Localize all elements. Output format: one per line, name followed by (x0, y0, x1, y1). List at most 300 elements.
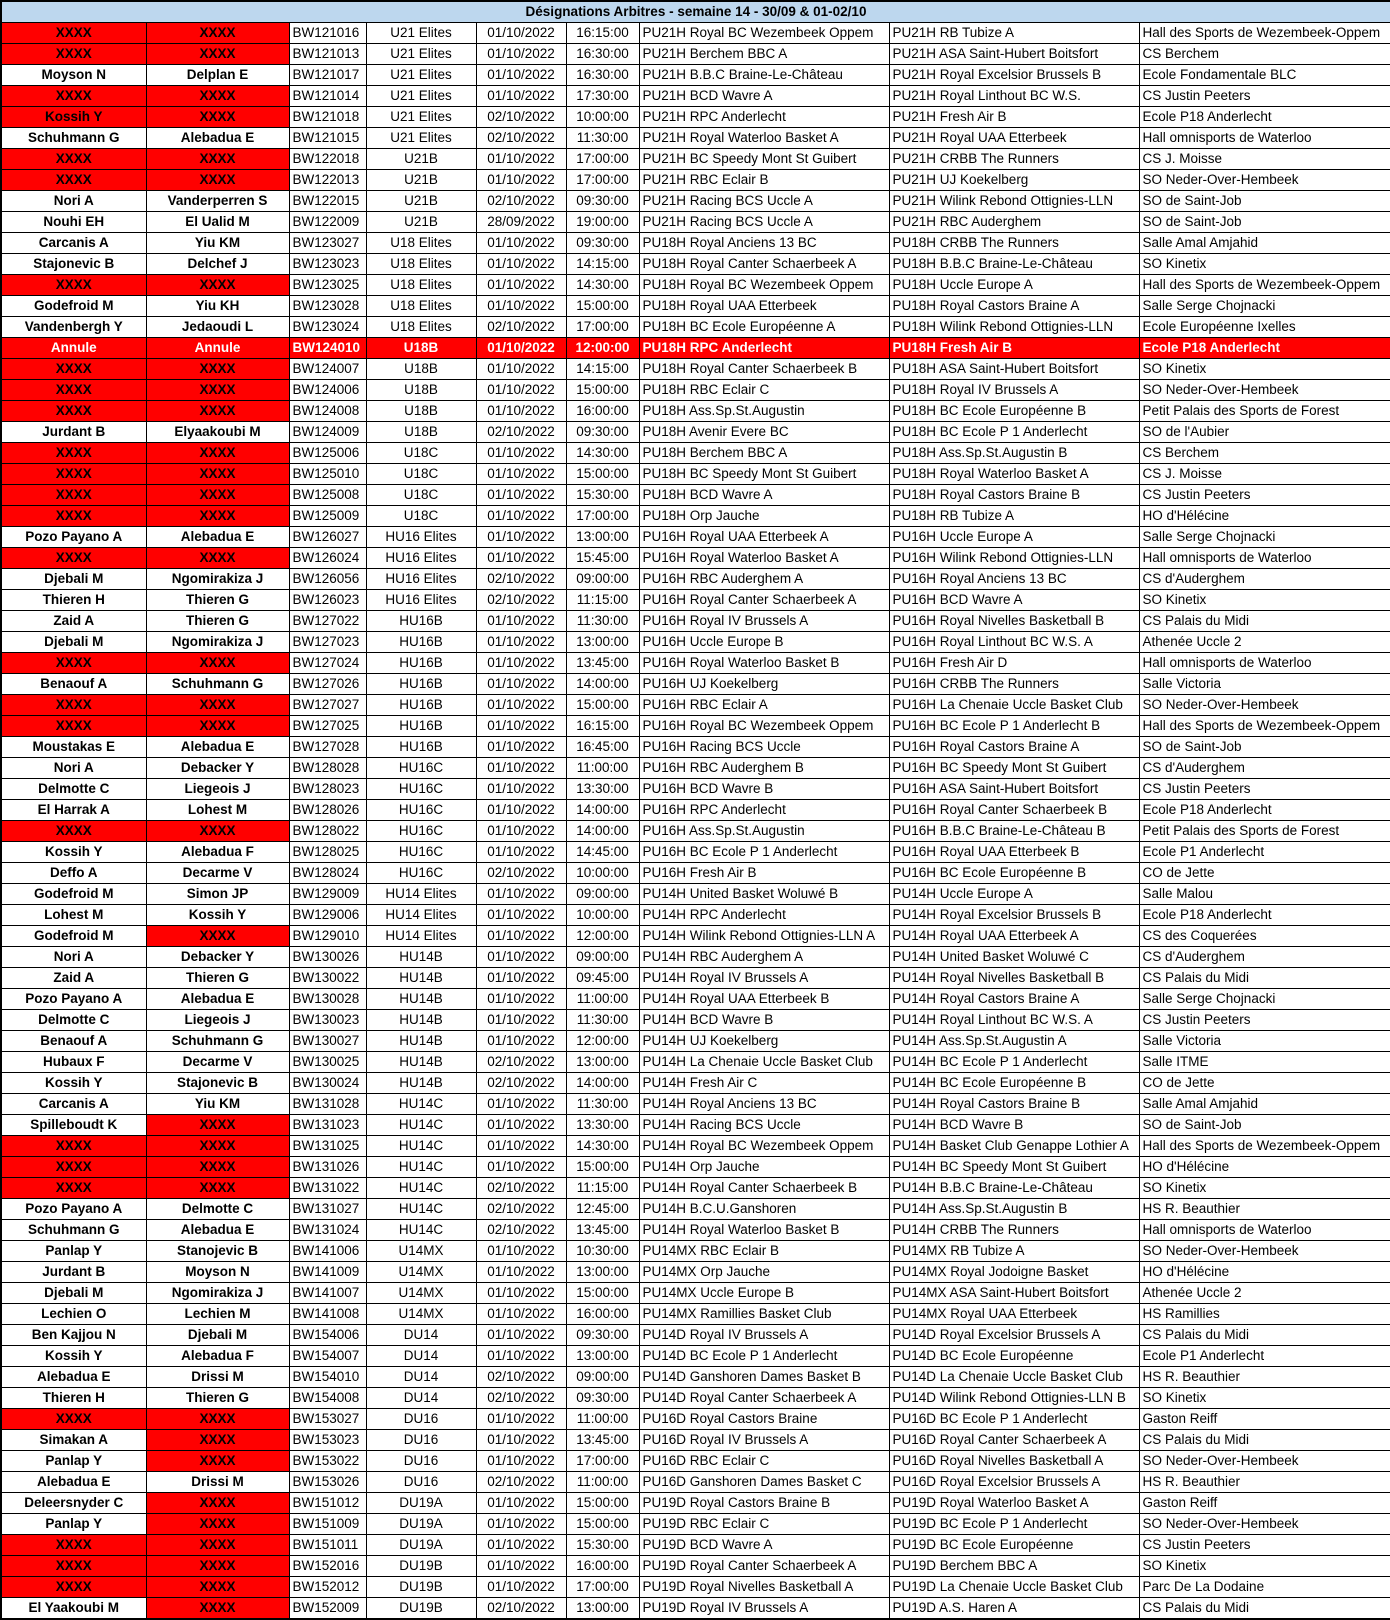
cell-referee2: Alebadua E (146, 989, 289, 1010)
cell-away-team: PU14D La Chenaie Uccle Basket Club (889, 1367, 1139, 1388)
cell-date: 01/10/2022 (476, 1535, 566, 1556)
cell-home-team: PU18H Royal UAA Etterbeek (639, 296, 889, 317)
cell-referee1: XXXX (1, 1556, 146, 1577)
cell-referee1: Thieren H (1, 590, 146, 611)
cell-home-team: PU14H United Basket Woluwé B (639, 884, 889, 905)
cell-match-code: BW131025 (289, 1136, 366, 1157)
cell-time: 13:00:00 (566, 1598, 639, 1620)
cell-away-team: PU14H Royal Linthout BC W.S. A (889, 1010, 1139, 1031)
cell-home-team: PU14D Royal Canter Schaerbeek A (639, 1388, 889, 1409)
cell-date: 01/10/2022 (476, 800, 566, 821)
table-row (1, 1556, 1390, 1577)
cell-time: 17:00:00 (566, 170, 639, 191)
cell-venue: Salle Serge Chojnacki (1139, 989, 1390, 1010)
cell-category: DU14 (366, 1325, 476, 1346)
cell-date: 01/10/2022 (476, 1556, 566, 1577)
cell-referee1: XXXX (1, 506, 146, 527)
table-row (1, 989, 1390, 1010)
cell-match-code: BW121016 (289, 23, 366, 44)
cell-away-team: PU21H RB Tubize A (889, 23, 1139, 44)
cell-venue: Salle Amal Amjahid (1139, 233, 1390, 254)
cell-referee2: XXXX (146, 1136, 289, 1157)
cell-away-team: PU18H Royal Waterloo Basket A (889, 464, 1139, 485)
cell-date: 01/10/2022 (476, 1430, 566, 1451)
cell-referee2: Debacker Y (146, 758, 289, 779)
cell-referee1: Moyson N (1, 65, 146, 86)
cell-venue: Hall des Sports de Wezembeek-Oppem (1139, 275, 1390, 296)
cell-match-code: BW128026 (289, 800, 366, 821)
cell-referee1: Djebali M (1, 569, 146, 590)
cell-time: 15:00:00 (566, 1283, 639, 1304)
table-row (1, 317, 1390, 338)
cell-venue: CS d'Auderghem (1139, 947, 1390, 968)
cell-time: 13:00:00 (566, 1346, 639, 1367)
cell-home-team: PU14H Royal IV Brussels A (639, 968, 889, 989)
cell-away-team: PU18H BC Ecole Européenne B (889, 401, 1139, 422)
table-row (1, 1073, 1390, 1094)
table-row (1, 716, 1390, 737)
cell-away-team: PU21H UJ Koekelberg (889, 170, 1139, 191)
cell-category: DU16 (366, 1472, 476, 1493)
table-row (1, 1430, 1390, 1451)
cell-referee2: Alebadua E (146, 1220, 289, 1241)
cell-home-team: PU14H Fresh Air C (639, 1073, 889, 1094)
cell-venue: CS d'Auderghem (1139, 758, 1390, 779)
cell-time: 09:00:00 (566, 947, 639, 968)
cell-referee1: XXXX (1, 359, 146, 380)
table-row (1, 212, 1390, 233)
cell-match-code: BW130026 (289, 947, 366, 968)
cell-date: 01/10/2022 (476, 401, 566, 422)
cell-away-team: PU21H Wilink Rebond Ottignies-LLN (889, 191, 1139, 212)
cell-home-team: PU14D Royal IV Brussels A (639, 1325, 889, 1346)
cell-referee2: XXXX (146, 44, 289, 65)
table-row (1, 1052, 1390, 1073)
cell-match-code: BW126027 (289, 527, 366, 548)
table-row (1, 107, 1390, 128)
cell-referee2: Simon JP (146, 884, 289, 905)
cell-time: 09:30:00 (566, 191, 639, 212)
cell-away-team: PU16H Royal Anciens 13 BC (889, 569, 1139, 590)
cell-venue: SO de l'Aubier (1139, 422, 1390, 443)
table-row (1, 1199, 1390, 1220)
cell-referee1: XXXX (1, 695, 146, 716)
cell-home-team: PU16H RBC Eclair A (639, 695, 889, 716)
cell-home-team: PU21H BCD Wavre A (639, 86, 889, 107)
cell-referee1: Panlap Y (1, 1451, 146, 1472)
cell-referee2: XXXX (146, 1430, 289, 1451)
cell-category: U21 Elites (366, 107, 476, 128)
cell-home-team: PU18H RPC Anderlecht (639, 338, 889, 359)
cell-match-code: BW130022 (289, 968, 366, 989)
cell-date: 28/09/2022 (476, 212, 566, 233)
cell-time: 14:30:00 (566, 443, 639, 464)
cell-venue: SO de Saint-Job (1139, 1115, 1390, 1136)
table-row (1, 506, 1390, 527)
cell-venue: CO de Jette (1139, 863, 1390, 884)
cell-venue: Hall omnisports de Waterloo (1139, 1220, 1390, 1241)
cell-match-code: BW130025 (289, 1052, 366, 1073)
cell-date: 01/10/2022 (476, 443, 566, 464)
cell-date: 01/10/2022 (476, 296, 566, 317)
cell-time: 09:30:00 (566, 1388, 639, 1409)
cell-away-team: PU16H BC Ecole P 1 Anderlecht B (889, 716, 1139, 737)
cell-referee2: Alebadua E (146, 527, 289, 548)
cell-home-team: PU18H BC Speedy Mont St Guibert (639, 464, 889, 485)
cell-away-team: PU14MX RB Tubize A (889, 1241, 1139, 1262)
cell-category: HU14C (366, 1220, 476, 1241)
cell-date: 02/10/2022 (476, 191, 566, 212)
cell-time: 15:00:00 (566, 380, 639, 401)
cell-category: HU14C (366, 1199, 476, 1220)
cell-referee2: XXXX (146, 653, 289, 674)
cell-date: 01/10/2022 (476, 170, 566, 191)
cell-referee1: Annule (1, 338, 146, 359)
cell-referee1: Pozo Payano A (1, 527, 146, 548)
cell-referee2: Alebadua F (146, 842, 289, 863)
cell-referee1: Thieren H (1, 1388, 146, 1409)
cell-date: 02/10/2022 (476, 1220, 566, 1241)
cell-away-team: PU18H CRBB The Runners (889, 233, 1139, 254)
cell-venue: SO de Saint-Job (1139, 737, 1390, 758)
cell-venue: CS des Coquerées (1139, 926, 1390, 947)
table-row (1, 611, 1390, 632)
cell-referee2: XXXX (146, 359, 289, 380)
cell-time: 15:00:00 (566, 1493, 639, 1514)
cell-away-team: PU16H B.B.C Braine-Le-Château B (889, 821, 1139, 842)
cell-venue: CS J. Moisse (1139, 149, 1390, 170)
cell-away-team: PU16H Royal Nivelles Basketball B (889, 611, 1139, 632)
cell-home-team: PU16H BCD Wavre B (639, 779, 889, 800)
cell-match-code: BW154008 (289, 1388, 366, 1409)
table-row (1, 1094, 1390, 1115)
cell-venue: SO de Saint-Job (1139, 212, 1390, 233)
cell-away-team: PU16D Royal Canter Schaerbeek A (889, 1430, 1139, 1451)
cell-referee1: Zaid A (1, 968, 146, 989)
cell-match-code: BW122015 (289, 191, 366, 212)
cell-away-team: PU14MX Royal Jodoigne Basket (889, 1262, 1139, 1283)
table-row (1, 884, 1390, 905)
table-row (1, 1388, 1390, 1409)
table-row (1, 1283, 1390, 1304)
cell-category: DU16 (366, 1430, 476, 1451)
cell-date: 01/10/2022 (476, 632, 566, 653)
cell-home-team: PU21H RBC Eclair B (639, 170, 889, 191)
cell-category: HU16C (366, 800, 476, 821)
cell-category: U18 Elites (366, 296, 476, 317)
cell-referee1: XXXX (1, 401, 146, 422)
cell-home-team: PU21H Berchem BBC A (639, 44, 889, 65)
cell-date: 01/10/2022 (476, 44, 566, 65)
page-title: Désignations Arbitres - semaine 14 - 30/09 & 01-02/10 (1, 1, 1390, 23)
cell-home-team: PU14MX RBC Eclair B (639, 1241, 889, 1262)
cell-time: 11:00:00 (566, 989, 639, 1010)
cell-category: DU19A (366, 1535, 476, 1556)
cell-venue: HS R. Beauthier (1139, 1367, 1390, 1388)
cell-venue: Athenée Uccle 2 (1139, 1283, 1390, 1304)
cell-away-team: PU14H Royal Excelsior Brussels B (889, 905, 1139, 926)
cell-home-team: PU14H Wilink Rebond Ottignies-LLN A (639, 926, 889, 947)
cell-time: 10:00:00 (566, 863, 639, 884)
cell-date: 01/10/2022 (476, 1304, 566, 1325)
cell-referee2: Decarme V (146, 1052, 289, 1073)
cell-match-code: BW153026 (289, 1472, 366, 1493)
cell-home-team: PU16H RPC Anderlecht (639, 800, 889, 821)
cell-category: HU14B (366, 1052, 476, 1073)
cell-time: 11:30:00 (566, 1094, 639, 1115)
cell-time: 14:00:00 (566, 1073, 639, 1094)
cell-date: 01/10/2022 (476, 905, 566, 926)
cell-date: 01/10/2022 (476, 653, 566, 674)
cell-time: 10:00:00 (566, 107, 639, 128)
cell-time: 13:30:00 (566, 779, 639, 800)
cell-match-code: BW129006 (289, 905, 366, 926)
table-row (1, 821, 1390, 842)
cell-date: 01/10/2022 (476, 1262, 566, 1283)
cell-venue: CS Justin Peeters (1139, 1535, 1390, 1556)
cell-referee1: XXXX (1, 464, 146, 485)
cell-referee1: Ben Kajjou N (1, 1325, 146, 1346)
cell-match-code: BW122013 (289, 170, 366, 191)
cell-away-team: PU18H Wilink Rebond Ottignies-LLN (889, 317, 1139, 338)
cell-venue: Salle Serge Chojnacki (1139, 296, 1390, 317)
cell-home-team: PU16H Royal Waterloo Basket A (639, 548, 889, 569)
cell-home-team: PU14H La Chenaie Uccle Basket Club (639, 1052, 889, 1073)
cell-referee2: Kossih Y (146, 905, 289, 926)
cell-time: 09:30:00 (566, 422, 639, 443)
cell-away-team: PU21H ASA Saint-Hubert Boitsfort (889, 44, 1139, 65)
cell-referee1: Kossih Y (1, 1346, 146, 1367)
cell-home-team: PU14MX Ramillies Basket Club (639, 1304, 889, 1325)
cell-venue: Gaston Reiff (1139, 1409, 1390, 1430)
table-row (1, 1598, 1390, 1620)
cell-time: 14:45:00 (566, 842, 639, 863)
cell-category: DU19A (366, 1493, 476, 1514)
cell-category: HU14 Elites (366, 926, 476, 947)
table-row (1, 44, 1390, 65)
cell-venue: SO Neder-Over-Hembeek (1139, 1514, 1390, 1535)
cell-date: 01/10/2022 (476, 1010, 566, 1031)
table-row (1, 968, 1390, 989)
cell-match-code: BW153027 (289, 1409, 366, 1430)
cell-time: 14:30:00 (566, 275, 639, 296)
cell-category: U18B (366, 359, 476, 380)
cell-venue: Salle Malou (1139, 884, 1390, 905)
cell-date: 02/10/2022 (476, 317, 566, 338)
cell-away-team: PU18H ASA Saint-Hubert Boitsfort (889, 359, 1139, 380)
cell-away-team: PU19D Royal Waterloo Basket A (889, 1493, 1139, 1514)
cell-category: HU16C (366, 779, 476, 800)
cell-category: U21B (366, 149, 476, 170)
cell-referee1: Delmotte C (1, 1010, 146, 1031)
cell-away-team: PU14D BC Ecole Européenne (889, 1346, 1139, 1367)
cell-time: 11:00:00 (566, 758, 639, 779)
cell-referee1: Vandenbergh Y (1, 317, 146, 338)
cell-referee1: XXXX (1, 548, 146, 569)
cell-date: 02/10/2022 (476, 1073, 566, 1094)
cell-date: 01/10/2022 (476, 1346, 566, 1367)
table-row (1, 1157, 1390, 1178)
title-row (1, 1, 1390, 23)
cell-referee2: Debacker Y (146, 947, 289, 968)
cell-venue: HS R. Beauthier (1139, 1472, 1390, 1493)
cell-time: 14:00:00 (566, 674, 639, 695)
cell-home-team: PU16H Royal BC Wezembeek Oppem (639, 716, 889, 737)
cell-date: 01/10/2022 (476, 1031, 566, 1052)
cell-match-code: BW124006 (289, 380, 366, 401)
table-row (1, 1241, 1390, 1262)
cell-time: 09:00:00 (566, 569, 639, 590)
cell-match-code: BW125010 (289, 464, 366, 485)
cell-home-team: PU18H BC Ecole Européenne A (639, 317, 889, 338)
table-row (1, 1031, 1390, 1052)
cell-home-team: PU21H Racing BCS Uccle A (639, 212, 889, 233)
cell-home-team: PU16H RBC Auderghem A (639, 569, 889, 590)
cell-referee2: XXXX (146, 107, 289, 128)
cell-category: HU14C (366, 1136, 476, 1157)
cell-referee2: Thieren G (146, 590, 289, 611)
cell-time: 19:00:00 (566, 212, 639, 233)
table-row (1, 359, 1390, 380)
cell-date: 01/10/2022 (476, 1157, 566, 1178)
cell-referee2: XXXX (146, 1493, 289, 1514)
cell-match-code: BW131026 (289, 1157, 366, 1178)
cell-category: U18C (366, 506, 476, 527)
cell-referee1: Panlap Y (1, 1514, 146, 1535)
cell-category: HU14 Elites (366, 905, 476, 926)
cell-date: 01/10/2022 (476, 716, 566, 737)
cell-time: 14:15:00 (566, 359, 639, 380)
cell-away-team: PU21H Royal Linthout BC W.S. (889, 86, 1139, 107)
cell-time: 11:15:00 (566, 590, 639, 611)
cell-date: 02/10/2022 (476, 128, 566, 149)
cell-venue: Hall des Sports de Wezembeek-Oppem (1139, 1136, 1390, 1157)
cell-referee2: Yiu KM (146, 233, 289, 254)
cell-away-team: PU14H Uccle Europe A (889, 884, 1139, 905)
cell-referee2: XXXX (146, 1598, 289, 1620)
cell-time: 15:30:00 (566, 485, 639, 506)
cell-away-team: PU14H United Basket Woluwé C (889, 947, 1139, 968)
cell-match-code: BW122009 (289, 212, 366, 233)
cell-referee2: XXXX (146, 821, 289, 842)
cell-time: 13:00:00 (566, 1052, 639, 1073)
table-row (1, 1367, 1390, 1388)
cell-time: 09:30:00 (566, 233, 639, 254)
table-row (1, 779, 1390, 800)
table-row (1, 1304, 1390, 1325)
cell-venue: CS Justin Peeters (1139, 779, 1390, 800)
cell-referee1: Simakan A (1, 1430, 146, 1451)
cell-home-team: PU14H B.C.U.Ganshoren (639, 1199, 889, 1220)
cell-referee2: XXXX (146, 695, 289, 716)
table-row (1, 695, 1390, 716)
cell-referee2: XXXX (146, 1577, 289, 1598)
cell-category: DU19A (366, 1514, 476, 1535)
cell-home-team: PU18H Royal Anciens 13 BC (639, 233, 889, 254)
cell-venue: CS Palais du Midi (1139, 1430, 1390, 1451)
cell-date: 01/10/2022 (476, 338, 566, 359)
cell-category: U21 Elites (366, 128, 476, 149)
cell-match-code: BW128022 (289, 821, 366, 842)
cell-match-code: BW152016 (289, 1556, 366, 1577)
cell-category: HU14B (366, 968, 476, 989)
table-row (1, 1220, 1390, 1241)
cell-referee2: XXXX (146, 401, 289, 422)
cell-referee1: Godefroid M (1, 926, 146, 947)
cell-venue: SO Kinetix (1139, 254, 1390, 275)
cell-venue: SO Kinetix (1139, 1556, 1390, 1577)
cell-match-code: BW127028 (289, 737, 366, 758)
cell-match-code: BW125006 (289, 443, 366, 464)
cell-away-team: PU18H Royal IV Brussels A (889, 380, 1139, 401)
cell-referee1: XXXX (1, 1157, 146, 1178)
cell-category: HU14 Elites (366, 884, 476, 905)
cell-match-code: BW141008 (289, 1304, 366, 1325)
cell-referee2: XXXX (146, 464, 289, 485)
cell-referee2: Thieren G (146, 1388, 289, 1409)
table-row (1, 1535, 1390, 1556)
cell-time: 13:45:00 (566, 653, 639, 674)
cell-category: HU16 Elites (366, 548, 476, 569)
cell-venue: Salle Amal Amjahid (1139, 1094, 1390, 1115)
table-row (1, 548, 1390, 569)
cell-date: 01/10/2022 (476, 359, 566, 380)
cell-date: 02/10/2022 (476, 1367, 566, 1388)
cell-referee2: Delplan E (146, 65, 289, 86)
cell-category: U18C (366, 464, 476, 485)
cell-referee2: XXXX (146, 443, 289, 464)
cell-match-code: BW130024 (289, 1073, 366, 1094)
cell-date: 02/10/2022 (476, 1178, 566, 1199)
cell-venue: CS Justin Peeters (1139, 485, 1390, 506)
cell-away-team: PU16D Royal Nivelles Basketball A (889, 1451, 1139, 1472)
cell-match-code: BW131023 (289, 1115, 366, 1136)
table-row (1, 947, 1390, 968)
cell-date: 01/10/2022 (476, 527, 566, 548)
cell-referee2: Lohest M (146, 800, 289, 821)
cell-venue: Ecole Fondamentale BLC (1139, 65, 1390, 86)
table-row (1, 1451, 1390, 1472)
table-row (1, 191, 1390, 212)
cell-referee2: Vanderperren S (146, 191, 289, 212)
table-row (1, 905, 1390, 926)
cell-referee1: Schuhmann G (1, 128, 146, 149)
cell-date: 02/10/2022 (476, 1052, 566, 1073)
table-row (1, 1178, 1390, 1199)
cell-away-team: PU21H Royal UAA Etterbeek (889, 128, 1139, 149)
table-row (1, 275, 1390, 296)
cell-category: HU16 Elites (366, 527, 476, 548)
table-row (1, 170, 1390, 191)
cell-match-code: BW127027 (289, 695, 366, 716)
cell-time: 10:00:00 (566, 905, 639, 926)
cell-category: HU16B (366, 632, 476, 653)
cell-home-team: PU14H BCD Wavre B (639, 1010, 889, 1031)
cell-time: 15:00:00 (566, 695, 639, 716)
table-row (1, 23, 1390, 44)
cell-referee1: Hubaux F (1, 1052, 146, 1073)
cell-referee2: XXXX (146, 1115, 289, 1136)
cell-time: 12:00:00 (566, 1031, 639, 1052)
cell-referee2: Drissi M (146, 1367, 289, 1388)
cell-match-code: BW131024 (289, 1220, 366, 1241)
cell-time: 14:00:00 (566, 800, 639, 821)
cell-date: 01/10/2022 (476, 485, 566, 506)
cell-match-code: BW124010 (289, 338, 366, 359)
cell-category: DU16 (366, 1451, 476, 1472)
table-row (1, 758, 1390, 779)
cell-category: HU14C (366, 1178, 476, 1199)
